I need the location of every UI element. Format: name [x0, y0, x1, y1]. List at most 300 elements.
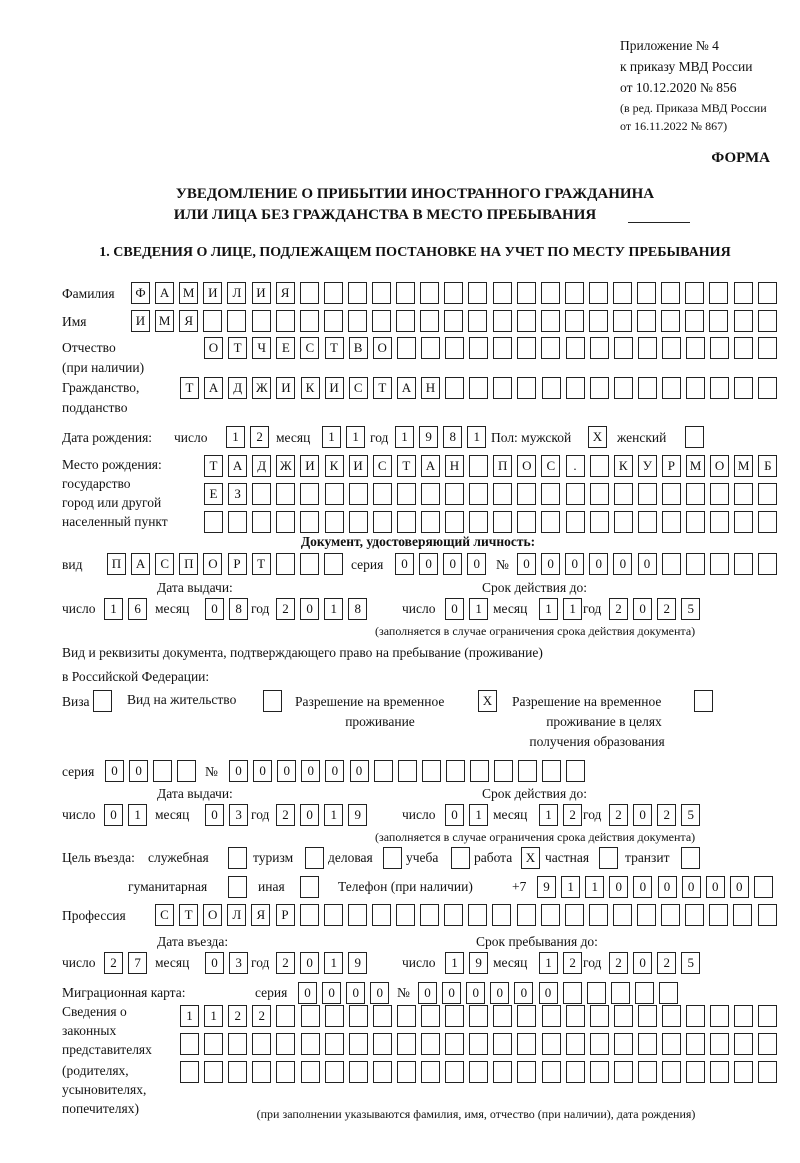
person-name-value-box[interactable] [709, 310, 728, 332]
person-surname-value-box[interactable] [637, 282, 656, 304]
stay_doc-series-box[interactable] [153, 760, 172, 782]
entry-stay-day-box[interactable]: 9 [469, 952, 488, 974]
person-birthplace-rows-2-box[interactable] [421, 511, 440, 533]
id_doc-kind-box[interactable]: А [131, 553, 150, 575]
person-citizenship-value-box[interactable] [445, 377, 464, 399]
representatives-rows-0-box[interactable] [469, 1005, 488, 1027]
person-surname-value-box[interactable]: Я [276, 282, 295, 304]
representatives-rows-2-box[interactable] [180, 1061, 199, 1083]
person-patronymic-value-box[interactable]: В [349, 337, 368, 359]
person-name-value-box[interactable] [252, 310, 271, 332]
entry-date-day-box[interactable]: 2 [104, 952, 123, 974]
representatives-rows-1-box[interactable] [590, 1033, 609, 1055]
id_doc-number-box[interactable]: 0 [541, 553, 560, 575]
representatives-rows-1-box[interactable] [734, 1033, 753, 1055]
profession-value-box[interactable] [709, 904, 728, 926]
representatives-rows-0-box[interactable] [614, 1005, 633, 1027]
phone-digit-box[interactable]: 1 [561, 876, 580, 898]
id_doc-kind-box[interactable] [324, 553, 343, 575]
representatives-rows-0-box[interactable] [276, 1005, 295, 1027]
person-name-value-box[interactable]: М [155, 310, 174, 332]
person-birthplace-rows-0-box[interactable]: И [349, 455, 368, 477]
profession-value-box[interactable] [396, 904, 415, 926]
representatives-rows-0-box[interactable] [421, 1005, 440, 1027]
entry-date-month-box[interactable]: 0 [205, 952, 224, 974]
entry-stay-year-box[interactable]: 2 [609, 952, 628, 974]
person-surname-value-box[interactable] [734, 282, 753, 304]
person-birthplace-rows-0-box[interactable]: А [228, 455, 247, 477]
profession-value-box[interactable] [300, 904, 319, 926]
id_doc-kind-box[interactable]: П [107, 553, 126, 575]
person-birthplace-rows-0-box[interactable]: К [325, 455, 344, 477]
stay_doc-issue-day-box[interactable]: 0 [104, 804, 123, 826]
person-citizenship-value-box[interactable]: Н [421, 377, 440, 399]
representatives-rows-0-box[interactable] [758, 1005, 777, 1027]
person-surname-value-box[interactable] [444, 282, 463, 304]
id_doc-valid-year-box[interactable]: 5 [681, 598, 700, 620]
person-surname-value-box[interactable] [300, 282, 319, 304]
representatives-rows-1-box[interactable] [276, 1033, 295, 1055]
person-surname-value-box[interactable] [517, 282, 536, 304]
representatives-rows-0-box[interactable] [590, 1005, 609, 1027]
stay_doc-number-box[interactable] [422, 760, 441, 782]
visa-checkbox[interactable] [93, 690, 112, 712]
person-patronymic-value-box[interactable] [758, 337, 777, 359]
id_doc-number-box[interactable] [686, 553, 705, 575]
profession-value-box[interactable] [348, 904, 367, 926]
representatives-rows-0-box[interactable] [445, 1005, 464, 1027]
profession-value-box[interactable] [589, 904, 608, 926]
id_doc-number-box[interactable] [662, 553, 681, 575]
place-type-blank[interactable] [628, 222, 690, 223]
stay_doc-valid-day-box[interactable]: 1 [469, 804, 488, 826]
representatives-rows-1-box[interactable] [566, 1033, 585, 1055]
person-patronymic-value-box[interactable]: О [373, 337, 392, 359]
person-birthplace-rows-2-box[interactable] [517, 511, 536, 533]
person-surname-value-box[interactable]: Ф [131, 282, 150, 304]
person-birthplace-rows-1-box[interactable] [252, 483, 271, 505]
id_doc-issue-month-box[interactable]: 0 [205, 598, 224, 620]
person-name-value-box[interactable] [734, 310, 753, 332]
person-patronymic-value-box[interactable] [686, 337, 705, 359]
entry-date-day-box[interactable]: 7 [128, 952, 147, 974]
person-surname-value-box[interactable] [589, 282, 608, 304]
representatives-rows-1-box[interactable] [493, 1033, 512, 1055]
person-birthplace-rows-1-box[interactable] [638, 483, 657, 505]
stay_doc-number-box[interactable] [542, 760, 561, 782]
person-birthplace-rows-0-box[interactable]: О [710, 455, 729, 477]
stay_doc-number-box[interactable]: 0 [277, 760, 296, 782]
person-birthplace-rows-1-box[interactable] [517, 483, 536, 505]
id_doc-valid-month-box[interactable]: 1 [539, 598, 558, 620]
stay_doc-number-box[interactable] [398, 760, 417, 782]
person-surname-value-box[interactable] [396, 282, 415, 304]
representatives-rows-1-box[interactable] [301, 1033, 320, 1055]
id_doc-valid-day-box[interactable]: 1 [469, 598, 488, 620]
person-surname-value-box[interactable] [420, 282, 439, 304]
person-birthplace-rows-2-box[interactable] [758, 511, 777, 533]
id_doc-kind-box[interactable]: О [203, 553, 222, 575]
person-birthplace-rows-0-box[interactable]: Т [397, 455, 416, 477]
person-surname-value-box[interactable] [709, 282, 728, 304]
representatives-rows-0-box[interactable] [349, 1005, 368, 1027]
migration_card-number-box[interactable] [563, 982, 582, 1004]
profession-value-box[interactable] [492, 904, 511, 926]
person-patronymic-value-box[interactable] [421, 337, 440, 359]
person-surname-value-box[interactable]: А [155, 282, 174, 304]
migration_card-series-box[interactable]: 0 [346, 982, 365, 1004]
person-patronymic-value-box[interactable] [662, 337, 681, 359]
person-birthplace-rows-1-box[interactable] [758, 483, 777, 505]
stay_doc-number-box[interactable] [494, 760, 513, 782]
id_doc-kind-box[interactable]: Р [228, 553, 247, 575]
purpose-checkbox[interactable] [681, 847, 700, 869]
person-birthplace-rows-1-box[interactable] [325, 483, 344, 505]
representatives-rows-0-box[interactable] [710, 1005, 729, 1027]
id_doc-kind-box[interactable]: П [179, 553, 198, 575]
person-surname-value-box[interactable] [758, 282, 777, 304]
profession-value-box[interactable] [420, 904, 439, 926]
representatives-rows-1-box[interactable] [325, 1033, 344, 1055]
representatives-rows-2-box[interactable] [638, 1061, 657, 1083]
profession-value-box[interactable] [468, 904, 487, 926]
phone-digit-box[interactable]: 0 [682, 876, 701, 898]
person-citizenship-value-box[interactable]: Т [373, 377, 392, 399]
person-birthplace-rows-1-box[interactable] [373, 483, 392, 505]
person-name-value-box[interactable] [444, 310, 463, 332]
profession-value-box[interactable] [758, 904, 777, 926]
person-birthplace-rows-1-box[interactable]: З [228, 483, 247, 505]
representatives-rows-0-box[interactable]: 2 [228, 1005, 247, 1027]
person-name-value-box[interactable] [589, 310, 608, 332]
person-citizenship-value-box[interactable] [686, 377, 705, 399]
person-citizenship-value-box[interactable]: А [397, 377, 416, 399]
person-birth-year-box[interactable]: 8 [443, 426, 462, 448]
id_doc-number-box[interactable]: 0 [638, 553, 657, 575]
phone-digit-box[interactable]: 1 [585, 876, 604, 898]
id_doc-valid-year-box[interactable]: 2 [657, 598, 676, 620]
person-name-value-box[interactable] [324, 310, 343, 332]
person-patronymic-value-box[interactable] [469, 337, 488, 359]
person-birthplace-rows-1-box[interactable] [276, 483, 295, 505]
stay_doc-number-box[interactable]: 0 [301, 760, 320, 782]
representatives-rows-1-box[interactable] [542, 1033, 561, 1055]
person-name-value-box[interactable] [493, 310, 512, 332]
id_doc-valid-year-box[interactable]: 2 [609, 598, 628, 620]
migration_card-number-box[interactable] [611, 982, 630, 1004]
entry-date-month-box[interactable]: 3 [229, 952, 248, 974]
representatives-rows-1-box[interactable] [638, 1033, 657, 1055]
person-surname-value-box[interactable] [541, 282, 560, 304]
profession-value-box[interactable]: Я [251, 904, 270, 926]
id_doc-kind-box[interactable] [300, 553, 319, 575]
person-birthplace-rows-2-box[interactable] [397, 511, 416, 533]
person-name-value-box[interactable] [468, 310, 487, 332]
person-name-value-box[interactable] [613, 310, 632, 332]
person-patronymic-value-box[interactable] [710, 337, 729, 359]
id_doc-number-box[interactable]: 0 [565, 553, 584, 575]
person-birthplace-rows-2-box[interactable] [566, 511, 585, 533]
person-name-value-box[interactable] [565, 310, 584, 332]
representatives-rows-1-box[interactable] [228, 1033, 247, 1055]
person-citizenship-value-box[interactable] [758, 377, 777, 399]
representatives-rows-2-box[interactable] [421, 1061, 440, 1083]
representatives-rows-1-box[interactable] [445, 1033, 464, 1055]
profession-value-box[interactable] [541, 904, 560, 926]
representatives-rows-1-box[interactable] [397, 1033, 416, 1055]
person-citizenship-value-box[interactable] [734, 377, 753, 399]
person-name-value-box[interactable] [372, 310, 391, 332]
person-surname-value-box[interactable] [613, 282, 632, 304]
person-citizenship-value-box[interactable] [493, 377, 512, 399]
migration_card-series-box[interactable]: 0 [298, 982, 317, 1004]
person-patronymic-value-box[interactable]: Е [276, 337, 295, 359]
person-name-value-box[interactable] [758, 310, 777, 332]
entry-stay-month-box[interactable]: 2 [563, 952, 582, 974]
id_doc-number-box[interactable]: 0 [613, 553, 632, 575]
entry-stay-month-box[interactable]: 1 [539, 952, 558, 974]
profession-value-box[interactable]: Л [227, 904, 246, 926]
person-birthplace-rows-0-box[interactable]: К [614, 455, 633, 477]
migration_card-number-box[interactable]: 0 [418, 982, 437, 1004]
representatives-rows-0-box[interactable] [638, 1005, 657, 1027]
representatives-rows-1-box[interactable] [469, 1033, 488, 1055]
stay_doc-issue-month-box[interactable]: 0 [205, 804, 224, 826]
person-surname-value-box[interactable]: И [252, 282, 271, 304]
entry-date-year-box[interactable]: 2 [276, 952, 295, 974]
person-citizenship-value-box[interactable] [710, 377, 729, 399]
representatives-rows-1-box[interactable] [204, 1033, 223, 1055]
person-citizenship-value-box[interactable] [517, 377, 536, 399]
person-birthplace-rows-1-box[interactable] [590, 483, 609, 505]
person-birth-year-box[interactable]: 1 [395, 426, 414, 448]
purpose-checkbox[interactable] [383, 847, 402, 869]
representatives-rows-0-box[interactable] [493, 1005, 512, 1027]
person-citizenship-value-box[interactable] [662, 377, 681, 399]
person-patronymic-value-box[interactable] [445, 337, 464, 359]
purpose-checkbox[interactable]: X [521, 847, 540, 869]
stay_doc-number-box[interactable] [566, 760, 585, 782]
migration_card-number-box[interactable]: 0 [514, 982, 533, 1004]
id_doc-valid-month-box[interactable]: 1 [563, 598, 582, 620]
representatives-rows-0-box[interactable] [566, 1005, 585, 1027]
stay_doc-number-box[interactable] [446, 760, 465, 782]
person-citizenship-value-box[interactable] [638, 377, 657, 399]
id_doc-issue-year-box[interactable]: 8 [348, 598, 367, 620]
person-birthplace-rows-0-box[interactable]: Б [758, 455, 777, 477]
representatives-rows-1-box[interactable] [686, 1033, 705, 1055]
representatives-rows-0-box[interactable] [517, 1005, 536, 1027]
person-birthplace-rows-1-box[interactable] [734, 483, 753, 505]
person-patronymic-value-box[interactable] [517, 337, 536, 359]
representatives-rows-2-box[interactable] [566, 1061, 585, 1083]
person-birthplace-rows-0-box[interactable] [469, 455, 488, 477]
entry-stay-year-box[interactable]: 5 [681, 952, 700, 974]
person-birthplace-rows-0-box[interactable]: У [638, 455, 657, 477]
person-birth-year-box[interactable]: 1 [467, 426, 486, 448]
purpose-checkbox[interactable] [300, 876, 319, 898]
profession-value-box[interactable]: С [155, 904, 174, 926]
person-birthplace-rows-1-box[interactable] [469, 483, 488, 505]
representatives-rows-2-box[interactable] [445, 1061, 464, 1083]
stay_doc-valid-year-box[interactable]: 2 [657, 804, 676, 826]
person-name-value-box[interactable] [227, 310, 246, 332]
migration_card-number-box[interactable]: 0 [490, 982, 509, 1004]
person-patronymic-value-box[interactable]: С [300, 337, 319, 359]
person-birthplace-rows-1-box[interactable] [349, 483, 368, 505]
person-birthplace-rows-1-box[interactable] [445, 483, 464, 505]
representatives-rows-1-box[interactable] [758, 1033, 777, 1055]
person-birthplace-rows-0-box[interactable] [590, 455, 609, 477]
id_doc-valid-year-box[interactable]: 0 [633, 598, 652, 620]
stay_doc-number-box[interactable]: 0 [350, 760, 369, 782]
temp-residence-checkbox[interactable]: X [478, 690, 497, 712]
person-patronymic-value-box[interactable] [638, 337, 657, 359]
profession-value-box[interactable]: О [203, 904, 222, 926]
person-birthplace-rows-2-box[interactable] [734, 511, 753, 533]
stay_doc-issue-year-box[interactable]: 9 [348, 804, 367, 826]
stay_doc-number-box[interactable] [470, 760, 489, 782]
entry-stay-year-box[interactable]: 2 [657, 952, 676, 974]
person-birthplace-rows-2-box[interactable] [493, 511, 512, 533]
person-name-value-box[interactable] [348, 310, 367, 332]
person-birthplace-rows-2-box[interactable] [469, 511, 488, 533]
stay_doc-issue-day-box[interactable]: 1 [128, 804, 147, 826]
person-birth-day-box[interactable]: 1 [226, 426, 245, 448]
person-surname-value-box[interactable] [493, 282, 512, 304]
representatives-rows-2-box[interactable] [228, 1061, 247, 1083]
representatives-rows-2-box[interactable] [204, 1061, 223, 1083]
representatives-rows-2-box[interactable] [758, 1061, 777, 1083]
id_doc-series-box[interactable]: 0 [467, 553, 486, 575]
person-surname-value-box[interactable]: Л [227, 282, 246, 304]
stay_doc-series-box[interactable] [177, 760, 196, 782]
person-birthplace-rows-0-box[interactable]: . [566, 455, 585, 477]
person-birthplace-rows-0-box[interactable]: М [734, 455, 753, 477]
migration_card-number-box[interactable]: 0 [466, 982, 485, 1004]
representatives-rows-0-box[interactable] [325, 1005, 344, 1027]
stay_doc-number-box[interactable]: 0 [325, 760, 344, 782]
id_doc-number-box[interactable]: 0 [517, 553, 536, 575]
person-birthplace-rows-2-box[interactable] [614, 511, 633, 533]
migration_card-number-box[interactable] [635, 982, 654, 1004]
person-citizenship-value-box[interactable]: И [276, 377, 295, 399]
person-patronymic-value-box[interactable] [541, 337, 560, 359]
id_doc-number-box[interactable] [758, 553, 777, 575]
person-birthplace-rows-1-box[interactable] [541, 483, 560, 505]
person-citizenship-value-box[interactable] [542, 377, 561, 399]
representatives-rows-2-box[interactable] [493, 1061, 512, 1083]
representatives-rows-1-box[interactable] [710, 1033, 729, 1055]
id_doc-kind-box[interactable] [276, 553, 295, 575]
representatives-rows-2-box[interactable] [662, 1061, 681, 1083]
person-birthplace-rows-2-box[interactable] [686, 511, 705, 533]
person-birthplace-rows-0-box[interactable]: М [686, 455, 705, 477]
person-surname-value-box[interactable]: М [179, 282, 198, 304]
person-citizenship-value-box[interactable] [590, 377, 609, 399]
residence-checkbox[interactable] [263, 690, 282, 712]
representatives-rows-2-box[interactable] [349, 1061, 368, 1083]
person-birth-year-box[interactable]: 9 [419, 426, 438, 448]
person-birthplace-rows-0-box[interactable]: Н [445, 455, 464, 477]
migration_card-number-box[interactable]: 0 [442, 982, 461, 1004]
person-patronymic-value-box[interactable] [566, 337, 585, 359]
representatives-rows-0-box[interactable] [734, 1005, 753, 1027]
person-birthplace-rows-2-box[interactable] [662, 511, 681, 533]
id_doc-issue-day-box[interactable]: 1 [104, 598, 123, 620]
person-patronymic-value-box[interactable]: Ч [252, 337, 271, 359]
id_doc-valid-day-box[interactable]: 0 [445, 598, 464, 620]
person-birthplace-rows-0-box[interactable]: С [373, 455, 392, 477]
person-citizenship-value-box[interactable] [614, 377, 633, 399]
person-patronymic-value-box[interactable] [590, 337, 609, 359]
representatives-rows-0-box[interactable] [662, 1005, 681, 1027]
person-birthplace-rows-2-box[interactable] [590, 511, 609, 533]
representatives-rows-1-box[interactable] [373, 1033, 392, 1055]
person-birthplace-rows-1-box[interactable] [397, 483, 416, 505]
representatives-rows-1-box[interactable] [180, 1033, 199, 1055]
id_doc-series-box[interactable]: 0 [419, 553, 438, 575]
person-birthplace-rows-1-box[interactable] [614, 483, 633, 505]
female-checkbox[interactable] [685, 426, 704, 448]
person-birthplace-rows-1-box[interactable] [300, 483, 319, 505]
person-surname-value-box[interactable] [348, 282, 367, 304]
person-surname-value-box[interactable] [661, 282, 680, 304]
person-name-value-box[interactable]: Я [179, 310, 198, 332]
profession-value-box[interactable] [517, 904, 536, 926]
person-patronymic-value-box[interactable] [614, 337, 633, 359]
entry-date-year-box[interactable]: 1 [324, 952, 343, 974]
stay_doc-series-box[interactable]: 0 [105, 760, 124, 782]
person-birthplace-rows-0-box[interactable]: Д [252, 455, 271, 477]
person-patronymic-value-box[interactable] [397, 337, 416, 359]
purpose-checkbox[interactable] [599, 847, 618, 869]
person-birthplace-rows-2-box[interactable] [373, 511, 392, 533]
person-birthplace-rows-2-box[interactable] [349, 511, 368, 533]
profession-value-box[interactable] [372, 904, 391, 926]
person-name-value-box[interactable] [276, 310, 295, 332]
id_doc-issue-year-box[interactable]: 2 [276, 598, 295, 620]
person-birthplace-rows-2-box[interactable] [300, 511, 319, 533]
person-name-value-box[interactable] [203, 310, 222, 332]
purpose-checkbox[interactable] [228, 847, 247, 869]
profession-value-box[interactable] [324, 904, 343, 926]
stay_doc-issue-year-box[interactable]: 2 [276, 804, 295, 826]
person-birthplace-rows-0-box[interactable]: И [300, 455, 319, 477]
person-birthplace-rows-2-box[interactable] [228, 511, 247, 533]
phone-digit-box[interactable]: 0 [658, 876, 677, 898]
representatives-rows-2-box[interactable] [301, 1061, 320, 1083]
person-citizenship-value-box[interactable]: С [349, 377, 368, 399]
stay_doc-series-box[interactable]: 0 [129, 760, 148, 782]
entry-date-year-box[interactable]: 0 [300, 952, 319, 974]
person-birthplace-rows-0-box[interactable]: О [517, 455, 536, 477]
representatives-rows-2-box[interactable] [252, 1061, 271, 1083]
entry-date-year-box[interactable]: 9 [348, 952, 367, 974]
profession-value-box[interactable] [685, 904, 704, 926]
purpose-checkbox[interactable] [305, 847, 324, 869]
male-checkbox[interactable]: X [588, 426, 607, 448]
stay_doc-issue-month-box[interactable]: 3 [229, 804, 248, 826]
stay_doc-number-box[interactable]: 0 [253, 760, 272, 782]
representatives-rows-2-box[interactable] [734, 1061, 753, 1083]
stay_doc-valid-month-box[interactable]: 1 [539, 804, 558, 826]
id_doc-kind-box[interactable]: С [155, 553, 174, 575]
representatives-rows-0-box[interactable] [301, 1005, 320, 1027]
purpose-checkbox[interactable] [228, 876, 247, 898]
id_doc-issue-day-box[interactable]: 6 [128, 598, 147, 620]
phone-digit-box[interactable]: 0 [730, 876, 749, 898]
